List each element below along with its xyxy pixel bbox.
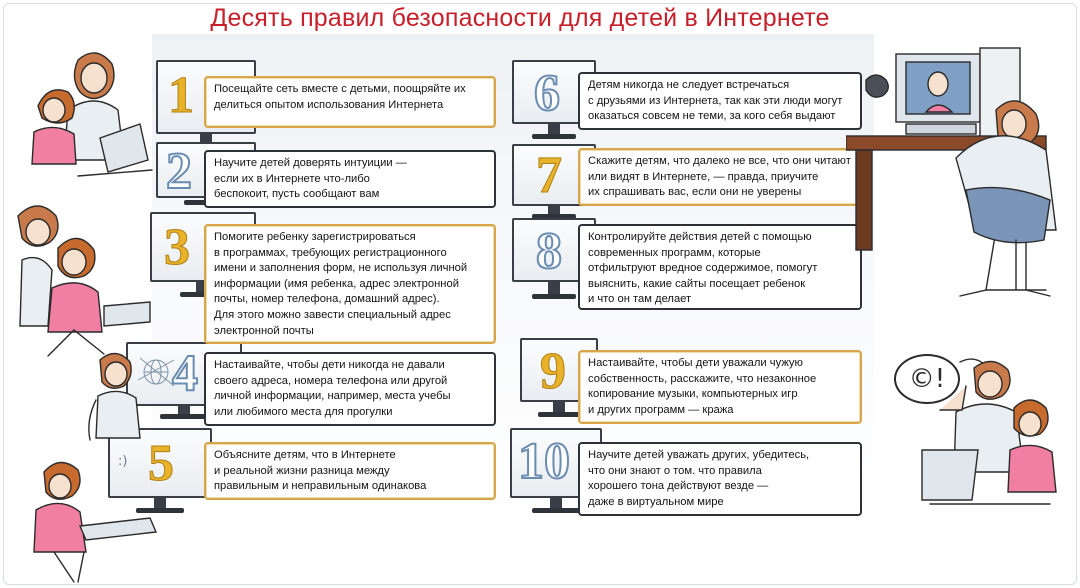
rule-number-3: 3 (164, 219, 190, 276)
emoticon-icon: :) (118, 454, 128, 469)
rule-number-10: 10 (518, 433, 570, 490)
mother-child-laptop-illustration (8, 40, 158, 190)
rule-text-3: Помогите ребенку зарегистрироваться в программах, требующих регистрационного имени и заполнения форм, не используя личной информации (имя ребенка, адрес электронной почты, номер телефона, домашний адрес). Для этого можно завести специальный адрес электронной почты (204, 224, 496, 344)
rule-number-4: 4 (172, 345, 198, 402)
rule-number-7: 7 (536, 147, 562, 204)
rule-text-5: Объясните детям, что в Интернете и реальной жизни разница между правильным и неправильным одинакова (204, 442, 496, 500)
man-desktop-computer-illustration (846, 40, 1078, 330)
poster-title: Десять правил безопасности для детей в Интернете (210, 4, 830, 32)
rule-text-8: Контролируйте действия детей с помощью современных программ, которые отфильтруют вредное содержимое, помогут выяснить, какие сайты посещает ребенок и что он там делает (578, 224, 862, 310)
rule-text-6: Детям никогда не следует встречаться с друзьями из Интернета, так как эти люди могут оказаться совсем не теми, за кого себя выдают (578, 72, 862, 130)
rule-text-10: Научите детей уважать других, убедитесь, что они знают о том. что правила хорошего тона действуют везде — даже в виртуальном мире (578, 442, 862, 516)
rule-number-2: 2 (166, 143, 192, 200)
adult-child-copyright-illustration (920, 354, 1076, 530)
rule-number-8: 8 (536, 223, 562, 280)
rule-text-9: Настаивайте, чтобы дети уважали чужую собственность, расскажите, что незаконное копирование музыки, компьютерных игр и других программ — кража (578, 350, 862, 424)
rule-text-1: Посещайте сеть вместе с детьми, поощряйте их делиться опытом использования Интернета (204, 76, 496, 128)
rule-number-1: 1 (168, 67, 194, 124)
rule-text-2: Научите детей доверять интуиции — если их в Интернете что-либо беспокоит, пусть сообщают вам (204, 150, 496, 208)
copyright-bubble-text: ©! (908, 364, 946, 394)
rule-number-9: 9 (540, 343, 566, 400)
boy-girl-computer-illustration (40, 340, 150, 450)
rule-text-4: Настаивайте, чтобы дети никогда не давали своего адреса, номера телефона или другой личной информации, например, места учебы или любимого места для прогулки (204, 352, 496, 426)
rule-text-7: Скажите детям, что далеко не все, что они читают или видят в Интернете, — правда, приучите их спрашивать вас, если они не уверены (578, 148, 862, 206)
rule-number-5: 5 (148, 435, 174, 492)
rule-number-6: 6 (534, 65, 560, 122)
girl-keyboard-illustration (14, 456, 164, 584)
